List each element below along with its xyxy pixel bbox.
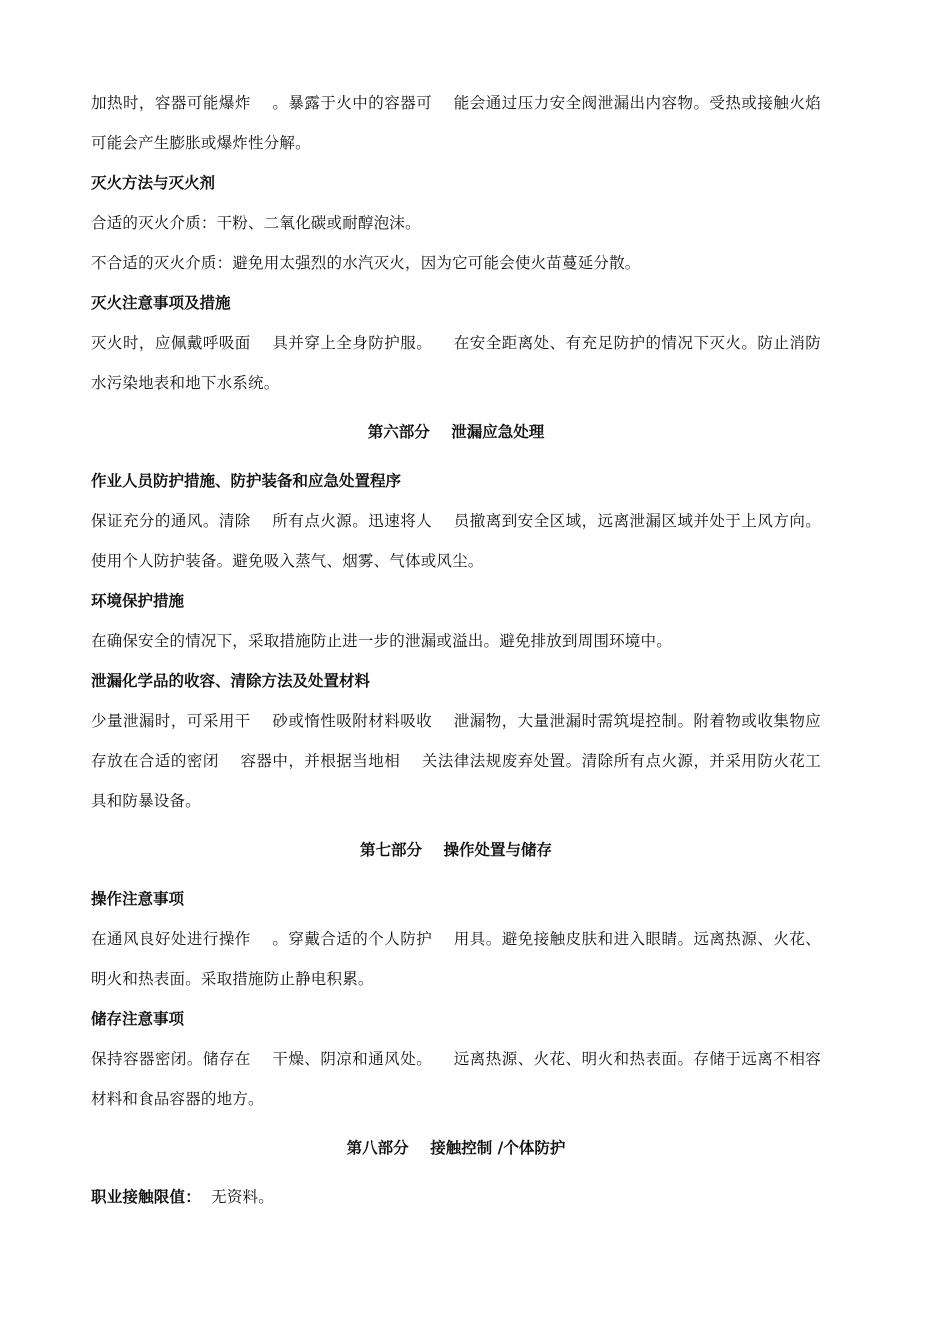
personnel-protection-paragraph: 保证充分的通风。清除 所有点火源。迅速将人 员撤离到安全区域，远离泄漏区域并处于上风方向。使用个人防护装备。避免吸入蒸气、烟雾、气体或风尘。 xyxy=(91,512,821,570)
section6-title: 第六部分 泄漏应急处理 xyxy=(367,422,545,441)
environment-protection-paragraph: 在确保安全的情况下，采取措施防止进一步的泄漏或溢出。避免排放到周围环境中。 xyxy=(91,632,672,650)
handling-paragraph: 在通风良好处进行操作 。穿戴合适的个人防护 用具。避免接触皮肤和进入眼睛。远离热源、火花、明火和热表面。采取措施防止静电积累。 xyxy=(91,930,821,988)
exposure-limit-line xyxy=(91,1177,821,1217)
section8-title: 第八部分 接触控制 /个体防护 xyxy=(346,1138,566,1157)
exposure-limit-value: 无资料。 xyxy=(200,1188,274,1206)
extinguishing-heading: 灭火方法与灭火剂 xyxy=(91,173,216,192)
fire-hazard-paragraph: 加热时，容器可能爆炸 。暴露于火中的容器可 能会通过压力安全阀泄漏出内容物。受热或接触火焰可能会产生膨胀或爆炸性分解。 xyxy=(91,94,821,152)
exposure-limit-label: 职业接触限值： xyxy=(91,1187,201,1206)
document-page xyxy=(91,83,821,1217)
storage-paragraph: 保持容器密闭。储存在 干燥、阴凉和通风处。 远离热源、火花、明火和热表面。存储于远离不相容材料和食品容器的地方。 xyxy=(91,1050,821,1108)
unsuitable-media-paragraph: 不合适的灭火介质：避免用太强烈的水汽灭火，因为它可能会使火苗蔓延分散。 xyxy=(91,254,641,272)
personnel-protection-heading: 作业人员防护措施、防护装备和应急处置程序 xyxy=(91,471,402,490)
environment-protection-heading: 环境保护措施 xyxy=(91,591,185,610)
firefighting-precautions-paragraph: 灭火时，应佩戴呼吸面 具并穿上全身防护服。 在安全距离处、有充足防护的情况下灭火。防止消防水污染地表和地下水系统。 xyxy=(91,334,821,392)
storage-heading: 储存注意事项 xyxy=(91,1009,185,1028)
spill-cleanup-heading: 泄漏化学品的收容、清除方法及处置材料 xyxy=(91,671,371,690)
spill-cleanup-paragraph: 少量泄漏时，可采用干 砂或惰性吸附材料吸收 泄漏物，大量泄漏时需筑堤控制。附着物或收集物应存放在合适的密闭 容器中，并根据当地相 关法律法规废弃处置。清除所有点火源，并采用防火花工具和防暴设备。 xyxy=(91,712,821,810)
suitable-media-paragraph: 合适的灭火介质：干粉、二氧化碳或耐醇泡沫。 xyxy=(91,214,421,232)
firefighting-precautions-heading: 灭火注意事项及措施 xyxy=(91,293,231,312)
section7-title: 第七部分 操作处置与储存 xyxy=(359,840,553,859)
handling-heading: 操作注意事项 xyxy=(91,889,185,908)
